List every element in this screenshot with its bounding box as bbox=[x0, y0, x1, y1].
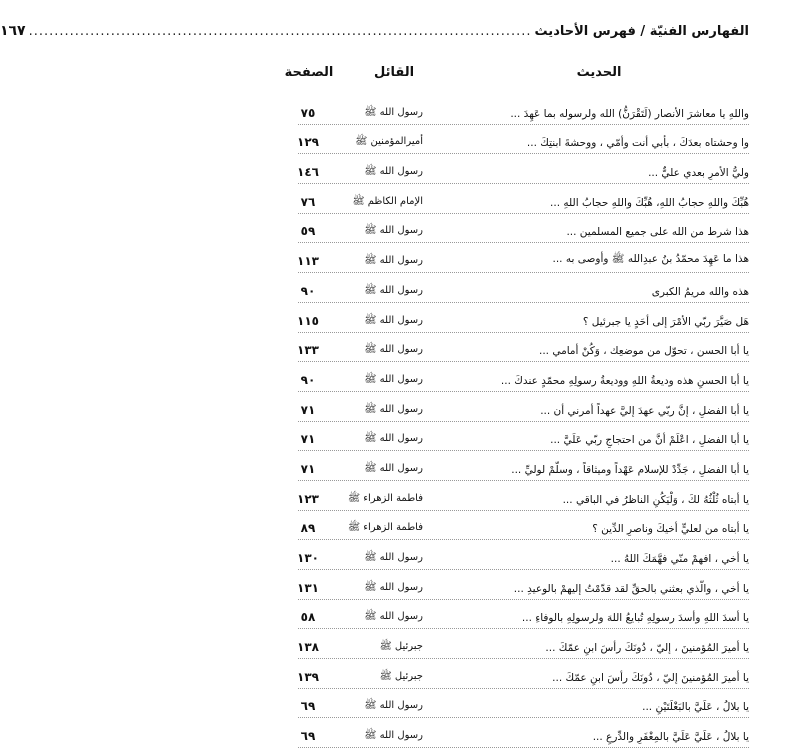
table-row bbox=[298, 629, 749, 659]
hadith-text: يا أسدَ اللهِ وأسدَ رسولِهِ تُبايعُ اللهَ ولرسولِهِ بالوفاءِ ... bbox=[521, 612, 749, 625]
hadith-text: يا أميرَ المُؤمنينَ ، إليّ ، دُونَكَ رأسَ ابنِ عمّكَ ... bbox=[545, 642, 749, 655]
speaker: جبرئيل ﷺ bbox=[379, 641, 423, 653]
page-ref: ٨٩ bbox=[300, 521, 316, 536]
page-ref: ١٣٣ bbox=[297, 343, 319, 358]
hadith-text: هذا شرط من الله على جميع المسلمين ... bbox=[566, 226, 749, 239]
hadith-text: يا أميرَ المُؤمنينَ إليّ ، دُونَكَ رأسَ ابنِ عمّكَ ... bbox=[552, 671, 749, 684]
table-row bbox=[298, 333, 749, 363]
table-row bbox=[298, 303, 749, 333]
speaker: رسول الله ﷺ bbox=[364, 284, 423, 296]
page-ref: ١٣٨ bbox=[297, 640, 319, 655]
hadith-text: يا أبتاه من لعليٍّ أخيكَ وناصرِ الدِّين ؟ bbox=[592, 523, 749, 536]
column-header-speaker: القائل bbox=[373, 65, 415, 80]
page-ref: ٦٩ bbox=[300, 729, 316, 744]
speaker: أميرالمؤمنين ﷺ bbox=[355, 136, 423, 148]
speaker: جبرئيل ﷺ bbox=[379, 670, 423, 682]
table-row bbox=[298, 422, 749, 452]
hadith-text: هُبِّكَ واللهِ حجابُ اللهِ، هُبِّكَ واللهِ حجابُ اللهِ ... bbox=[550, 196, 749, 209]
column-header-hadith: الحديث bbox=[576, 65, 622, 80]
page-ref: ١٣٠ bbox=[297, 551, 319, 565]
column-header-page: الصفحة bbox=[284, 65, 334, 80]
page-ref: ٥٨ bbox=[300, 610, 316, 625]
hadith-text: يا بلالُ ، عَلَيَّ عَلَيَّ بالمِغْفَرِ والدِّرعِ ... bbox=[592, 731, 749, 744]
speaker: رسول الله ﷺ bbox=[364, 106, 423, 118]
page-ref: ١٢٣ bbox=[297, 491, 319, 506]
table-row bbox=[298, 214, 749, 244]
table-row bbox=[298, 125, 749, 155]
speaker: رسول الله ﷺ bbox=[364, 373, 423, 385]
table-row bbox=[298, 600, 749, 630]
table-row bbox=[298, 689, 749, 719]
table-row bbox=[298, 481, 749, 511]
table-row bbox=[298, 154, 749, 184]
speaker: رسول الله ﷺ bbox=[364, 225, 423, 237]
page-ref: ١١٣ bbox=[297, 254, 319, 269]
page-ref: ٩٠ bbox=[300, 372, 316, 387]
table-row bbox=[298, 570, 749, 600]
speaker: رسول الله ﷺ bbox=[364, 462, 423, 474]
speaker: رسول الله ﷺ bbox=[364, 255, 423, 267]
table-row bbox=[298, 184, 749, 214]
hadith-text: يا أبتاه ثُلْثُهُ لكَ ، وَلْيَكُنِ الناظرُ في الباقي ... bbox=[562, 493, 749, 506]
header-title: الفهارس الفنيّة / فهرس الأحاديث bbox=[534, 23, 749, 39]
hadith-text: هَل صَيَّرَ ربّي الأمْرَ إلى أحَدٍ يا جبرئيل ؟ bbox=[582, 315, 749, 328]
table-row bbox=[298, 243, 749, 273]
page-ref: ٧٦ bbox=[300, 194, 316, 209]
column-headers bbox=[284, 65, 749, 85]
page-ref: ١٣١ bbox=[297, 580, 319, 595]
hadith-text: يا أبا الحسن ، تحوّل من موضعِك ، وَكُنْ أمامي ... bbox=[538, 345, 749, 358]
table-row bbox=[298, 95, 749, 125]
hadith-text: يا أبا الحسنِ هذه وديعةُ اللهِ ووديعةُ رسولِهِ محمّدٍ عندكَ ... bbox=[500, 374, 749, 387]
speaker: فاطمة الزهراء ﷺ bbox=[348, 492, 423, 504]
hadith-text: هذه والله مريمُ الكبرى bbox=[651, 285, 749, 298]
hadith-text: يا أبا الفضلِ ، اعْلَمْ أنَّ من احتجاجِ ربّي عَلَيَّ ... bbox=[550, 434, 749, 447]
hadith-text: يا أبا الفضلِ ، جَدِّدْ للإسلام عَهْداً وميثاقاً ، وسلّمْ لوليِّ ... bbox=[511, 463, 749, 476]
table-row bbox=[298, 362, 749, 392]
speaker: رسول الله ﷺ bbox=[364, 344, 423, 356]
table-row bbox=[298, 451, 749, 481]
speaker: الإمام الكاظم ﷺ bbox=[352, 195, 423, 207]
speaker: رسول الله ﷺ bbox=[364, 433, 423, 445]
table-row bbox=[298, 273, 749, 303]
speaker: رسول الله ﷺ bbox=[364, 403, 423, 415]
page-ref: ١٢٩ bbox=[297, 135, 319, 150]
hadith-text: يا أخي ، والّذي بعثني بالحقِّ لقد قدّمْتُ إليهمْ بالوعيدِ ... bbox=[513, 582, 749, 595]
running-header bbox=[0, 20, 749, 42]
page-ref: ٧١ bbox=[300, 461, 316, 476]
speaker: فاطمة الزهراء ﷺ bbox=[348, 522, 423, 534]
header-page-number: ١٦٧ bbox=[0, 23, 26, 39]
hadith-text: وليُّ الأمرِ بعدي عليٌّ ... bbox=[648, 167, 749, 180]
speaker: رسول الله ﷺ bbox=[364, 581, 423, 593]
page-ref: ٩٠ bbox=[300, 283, 316, 298]
table-row bbox=[298, 511, 749, 541]
speaker: رسول الله ﷺ bbox=[364, 552, 423, 563]
speaker: رسول الله ﷺ bbox=[364, 730, 423, 742]
speaker: رسول الله ﷺ bbox=[364, 700, 423, 712]
hadith-text: واللهِ يا معاشرَ الأنصار (لَتَقْرَنُّ) الله ولرسوله بما عَهِدَ ... bbox=[510, 107, 749, 120]
page-ref: ٧١ bbox=[300, 402, 316, 417]
hadith-text: يا أخي ، افهمْ منّي فهَّمَكَ اللهُ ... bbox=[610, 553, 749, 565]
table-row bbox=[298, 392, 749, 422]
hadith-index-table bbox=[298, 95, 749, 748]
hadith-text: وا وحشتاه بعدَكَ ، بأبي أنت وأمّي ، ووحشةَ ابنتِكَ ... bbox=[526, 137, 749, 150]
page-ref: ٥٩ bbox=[300, 224, 316, 239]
page-ref: ٧١ bbox=[300, 432, 316, 447]
page-ref: ١٤٦ bbox=[297, 165, 319, 180]
page-ref: ١١٥ bbox=[297, 313, 319, 328]
table-row bbox=[298, 718, 749, 748]
hadith-text: يا بلالُ ، عَلَيَّ بالبَغْلَتَيْنِ ... bbox=[642, 701, 749, 714]
header-leader-dots: .................................................................................................. bbox=[28, 23, 532, 39]
hadith-text: هذا ما عَهِدَ محمّدُ بنُ عبدِالله ﷺ وأوصى به ... bbox=[552, 253, 749, 266]
speaker: رسول الله ﷺ bbox=[364, 314, 423, 326]
page-ref: ٦٩ bbox=[300, 699, 316, 714]
table-row bbox=[298, 540, 749, 570]
page-ref: ٧٥ bbox=[300, 105, 316, 120]
hadith-text: يا أبا الفضلِ ، إنَّ ربّي عهدَ إليَّ عهداً أمرني أن ... bbox=[540, 404, 749, 417]
speaker: رسول الله ﷺ bbox=[364, 611, 423, 623]
page-ref: ١٣٩ bbox=[297, 669, 319, 684]
speaker: رسول الله ﷺ bbox=[364, 166, 423, 178]
table-row bbox=[298, 659, 749, 689]
